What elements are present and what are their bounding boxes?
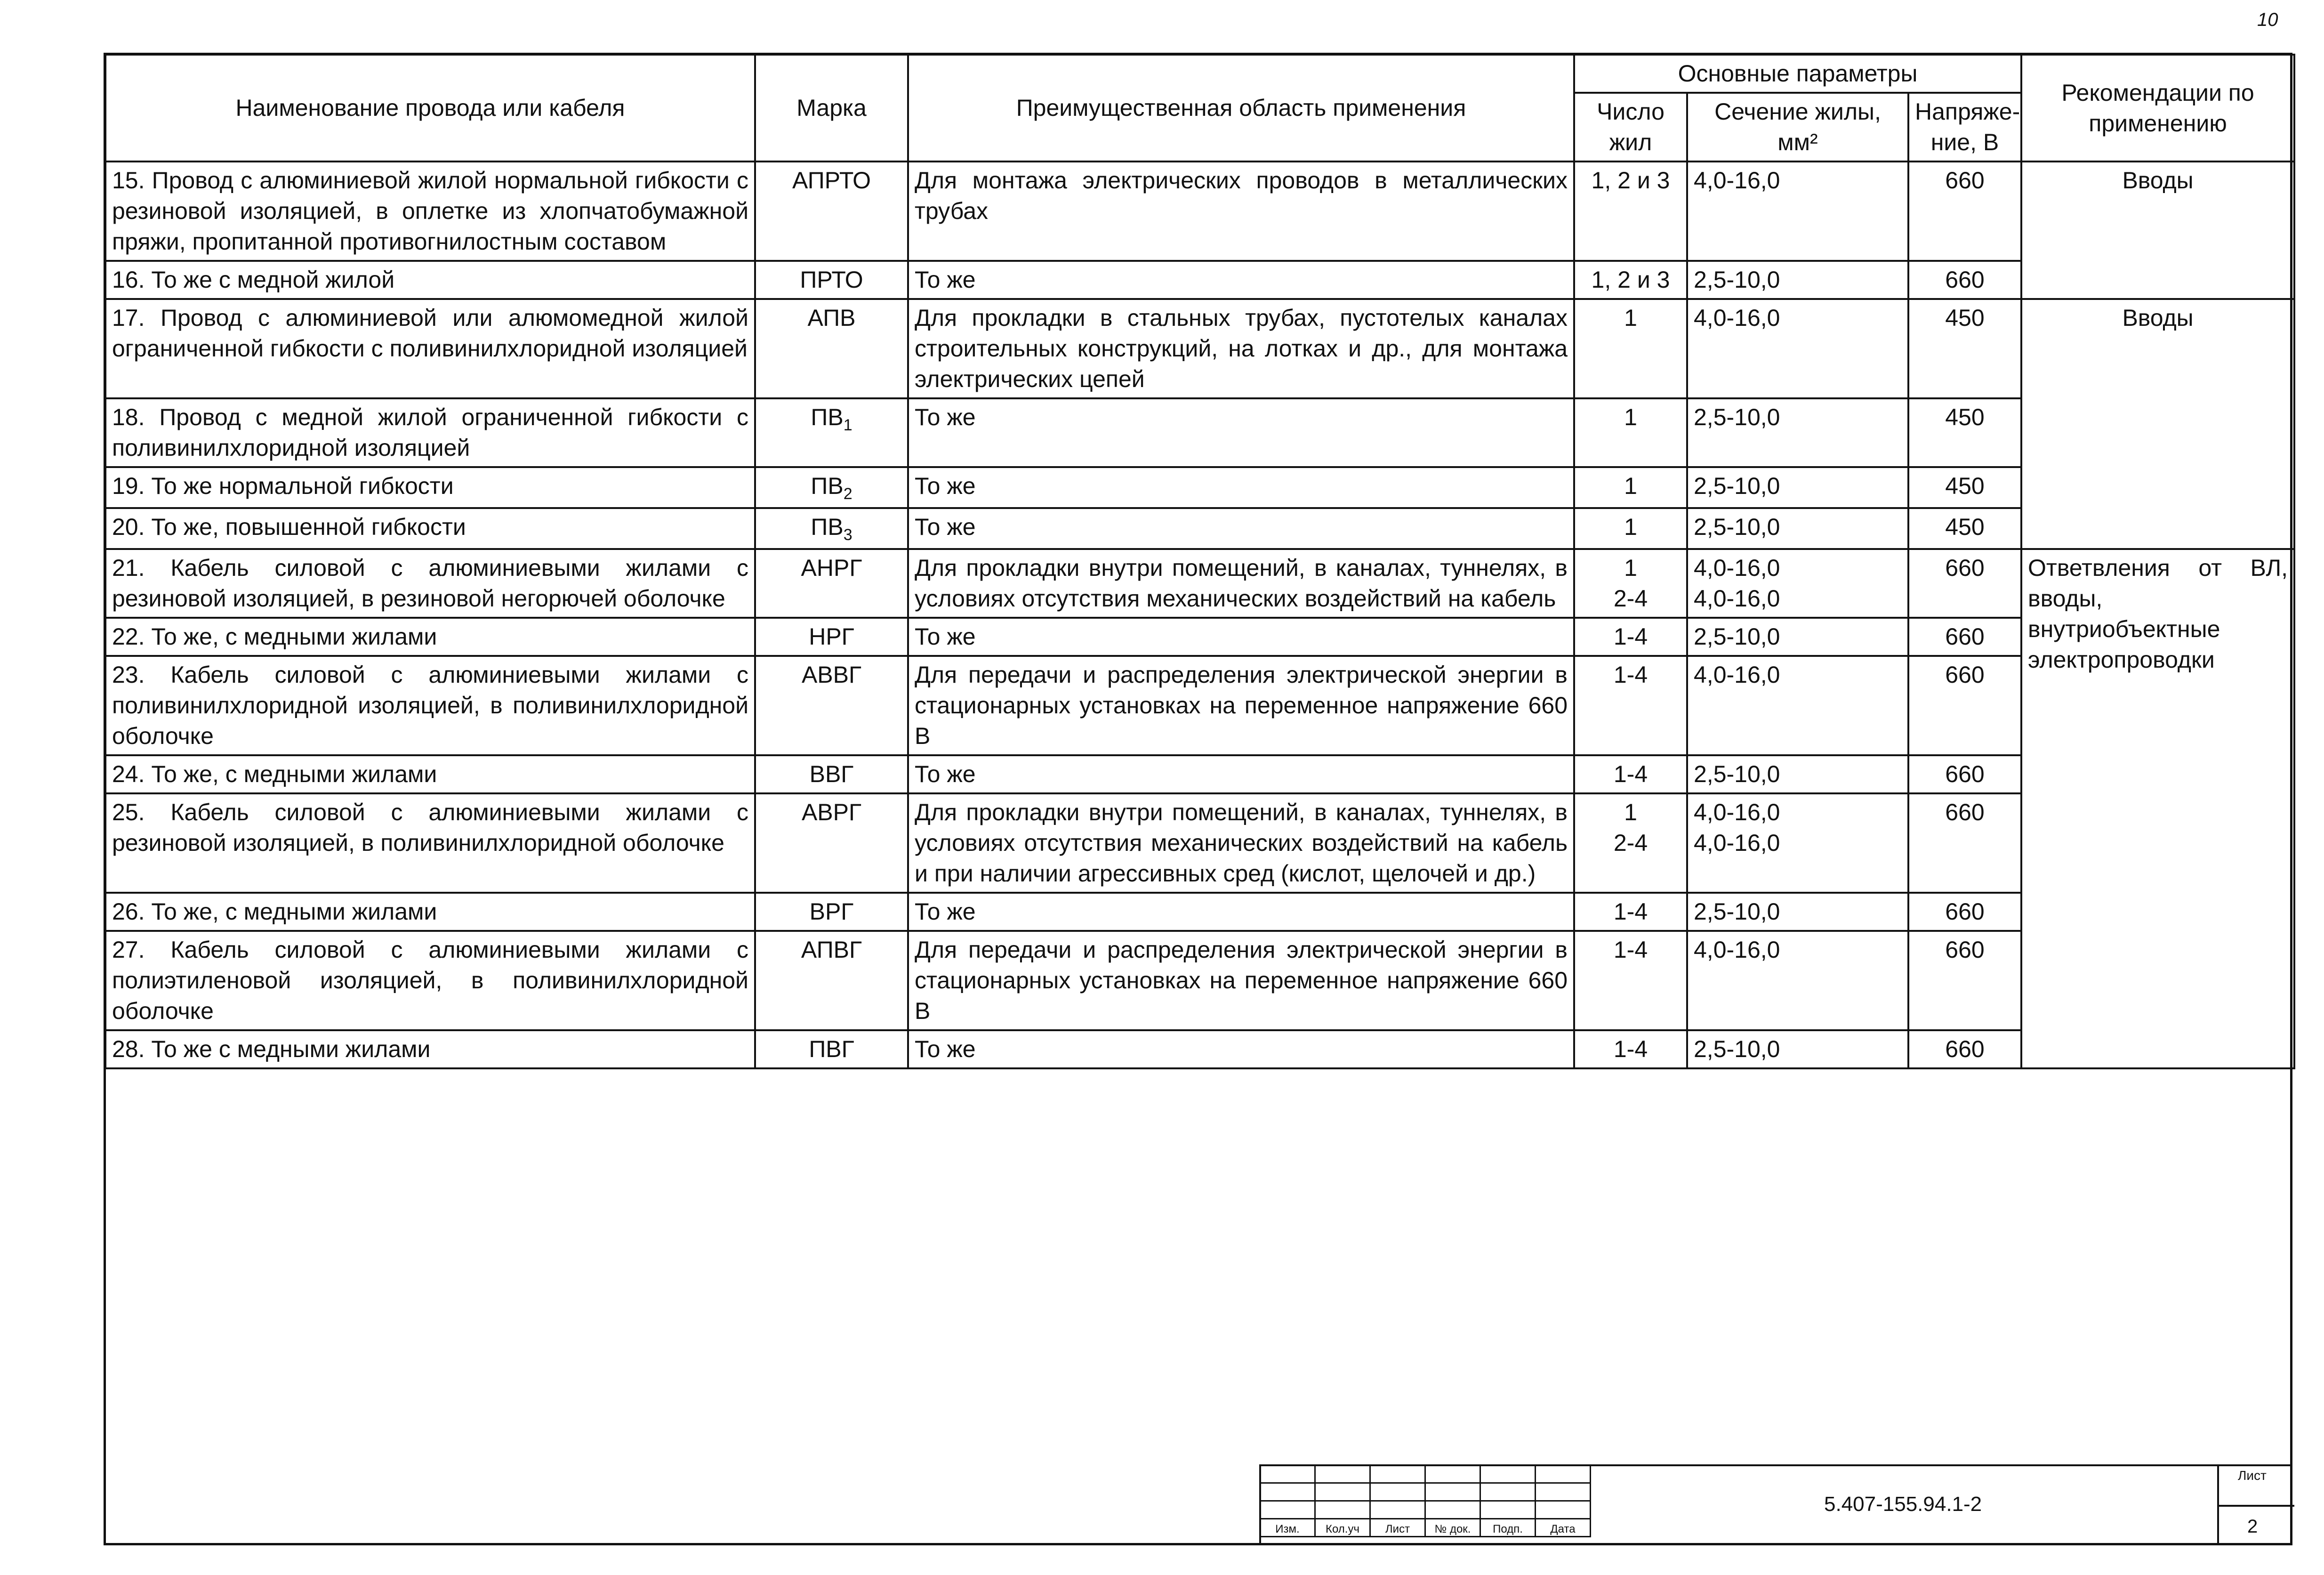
row-mark: ПВГ <box>755 1030 908 1068</box>
header-area: Преимущественная область применения <box>908 55 1574 162</box>
row-name: 18. Провод с медной жилой ограниченной гибкости с поливинилхлоридной изоляцией <box>105 398 755 467</box>
table-row <box>105 467 2294 508</box>
sheet-label: Лист <box>2238 1468 2267 1483</box>
header-section-unit: мм² <box>1777 129 1818 155</box>
row-cores <box>1574 793 1687 893</box>
cores-line-2: 2-4 <box>1613 830 1648 856</box>
row-name: 16. То же с медной жилой <box>105 261 755 299</box>
mark-sub: 1 <box>843 416 852 434</box>
row-cores: 1 <box>1574 467 1687 508</box>
row-section: 4,0-16,0 <box>1687 931 1908 1030</box>
tb-col-label: № док. <box>1425 1519 1480 1537</box>
row-voltage: 660 <box>1908 931 2021 1030</box>
table-row <box>105 508 2294 549</box>
row-area: То же <box>908 755 1574 793</box>
header-row-1 <box>105 55 2294 93</box>
row-section <box>1687 793 1908 893</box>
row-area: То же <box>908 893 1574 931</box>
header-cores: Число жил <box>1574 93 1687 162</box>
header-params: Основные параметры <box>1574 55 2021 93</box>
row-area: То же <box>908 398 1574 467</box>
section-line-1: 4,0-16,0 <box>1694 555 1780 582</box>
row-name: 27. Кабель силовой с алюминиевыми жилами с полиэтиленовой изоляцией, в поливинилхлоридной оболочке <box>105 931 755 1030</box>
header-name: Наименование провода или кабеля <box>105 55 755 162</box>
row-cores: 1 <box>1574 508 1687 549</box>
row-voltage: 660 <box>1908 261 2021 299</box>
sheet-divider <box>2219 1505 2294 1507</box>
row-cores: 1 <box>1574 398 1687 467</box>
row-voltage: 660 <box>1908 656 2021 755</box>
row-cores: 1-4 <box>1574 931 1687 1030</box>
tb-col-label: Подп. <box>1480 1519 1536 1537</box>
section-line-2: 4,0-16,0 <box>1694 830 1780 856</box>
row-area: То же <box>908 508 1574 549</box>
sheet-number: 2 <box>2247 1516 2258 1537</box>
header-voltage: Напряже-ние, В <box>1908 93 2021 162</box>
row-voltage: 660 <box>1908 162 2021 261</box>
sheet-box <box>2217 1464 2294 1545</box>
row-area: То же <box>908 618 1574 656</box>
tb-col-label: Лист <box>1370 1519 1425 1537</box>
tb-col-label: Дата <box>1536 1519 1591 1537</box>
tb-col-label: Изм. <box>1260 1519 1315 1537</box>
table-row <box>105 1030 2294 1068</box>
row-area: То же <box>908 261 1574 299</box>
table-row <box>105 549 2294 618</box>
row-voltage: 450 <box>1908 398 2021 467</box>
row-recommend: Вводы <box>2021 299 2294 549</box>
row-voltage: 660 <box>1908 618 2021 656</box>
row-name: 20. То же, повышенной гибкости <box>105 508 755 549</box>
title-block-grid <box>1259 1464 1591 1537</box>
row-cores: 1 <box>1574 299 1687 398</box>
row-area: Для монтажа электрических проводов в металлических трубах <box>908 162 1574 261</box>
row-voltage: 660 <box>1908 893 2021 931</box>
row-name: 15. Провод с алюминиевой жилой нормальной гибкости с резиновой изоляцией, в оплетке из хлопчатобумажной пряжи, пропитанной противогнилостным составом <box>105 162 755 261</box>
section-line-1: 4,0-16,0 <box>1694 799 1780 826</box>
row-mark <box>755 467 908 508</box>
row-name: 23. Кабель силовой с алюминиевыми жилами с поливинилхлоридной изоляцией, в поливинилхлоридной оболочке <box>105 656 755 755</box>
row-name: 21. Кабель силовой с алюминиевыми жилами с резиновой изоляцией, в резиновой негорючей оболочке <box>105 549 755 618</box>
header-mark: Марка <box>755 55 908 162</box>
row-mark: АПРТО <box>755 162 908 261</box>
row-mark: АНРГ <box>755 549 908 618</box>
tb-col-label: Кол.уч <box>1315 1519 1370 1537</box>
row-area: Для прокладки в стальных трубах, пустотелых каналах строительных конструкций, на лотках и др., для монтажа электрических цепей <box>908 299 1574 398</box>
row-section: 2,5-10,0 <box>1687 508 1908 549</box>
row-mark: АВРГ <box>755 793 908 893</box>
row-section: 4,0-16,0 <box>1687 299 1908 398</box>
mark-base: ПВ <box>811 473 844 499</box>
header-recommend: Рекомендации по применению <box>2021 55 2294 162</box>
row-cores: 1-4 <box>1574 755 1687 793</box>
cores-line-1: 1 <box>1624 555 1637 582</box>
cores-line-2: 2-4 <box>1613 585 1648 612</box>
table-row <box>105 656 2294 755</box>
row-voltage: 450 <box>1908 467 2021 508</box>
row-mark: АПВ <box>755 299 908 398</box>
row-voltage: 660 <box>1908 755 2021 793</box>
row-voltage: 660 <box>1908 793 2021 893</box>
table-row <box>105 299 2294 398</box>
cores-line-1: 1 <box>1624 799 1637 826</box>
row-section: 2,5-10,0 <box>1687 893 1908 931</box>
table-row <box>105 931 2294 1030</box>
row-voltage: 660 <box>1908 1030 2021 1068</box>
row-recommend: Вводы <box>2021 162 2294 299</box>
row-area: Для передачи и распределения электрической энергии в стационарных установках на переменное напряжение 660 В <box>908 656 1574 755</box>
cable-spec-table <box>105 54 2295 1069</box>
row-section: 2,5-10,0 <box>1687 398 1908 467</box>
row-cores: 1, 2 и 3 <box>1574 162 1687 261</box>
table-row <box>105 755 2294 793</box>
row-recommend: Ответвления от ВЛ, вводы, внутриобъектные электропроводки <box>2021 549 2294 1068</box>
row-area: Для прокладки внутри помещений, в каналах, туннелях, в условиях отсутствия механических воздействий на кабель и при наличии агрессивных сред (кислот, щелочей и др.) <box>908 793 1574 893</box>
row-mark: АВВГ <box>755 656 908 755</box>
row-cores: 1-4 <box>1574 618 1687 656</box>
row-voltage: 660 <box>1908 549 2021 618</box>
row-name: 28. То же с медными жилами <box>105 1030 755 1068</box>
row-mark: ВРГ <box>755 893 908 931</box>
mark-sub: 2 <box>843 485 852 503</box>
row-name: 24. То же, с медными жилами <box>105 755 755 793</box>
row-name: 17. Провод с алюминиевой или алюмомедной жилой ограниченной гибкости с поливинилхлоридной изоляцией <box>105 299 755 398</box>
row-area: Для прокладки внутри помещений, в каналах, туннелях, в условиях отсутствия механических воздействий на кабель <box>908 549 1574 618</box>
table-row <box>105 261 2294 299</box>
header-section-label: Сечение жилы, <box>1714 98 1881 125</box>
table-row <box>105 618 2294 656</box>
row-cores: 1-4 <box>1574 1030 1687 1068</box>
row-area: То же <box>908 467 1574 508</box>
table-row <box>105 162 2294 261</box>
row-mark: АПВГ <box>755 931 908 1030</box>
row-mark: НРГ <box>755 618 908 656</box>
row-voltage: 450 <box>1908 299 2021 398</box>
corner-sheet-mark: 10 <box>2257 9 2278 30</box>
section-line-2: 4,0-16,0 <box>1694 585 1780 612</box>
title-block <box>1259 1464 2292 1545</box>
row-section: 2,5-10,0 <box>1687 755 1908 793</box>
row-cores <box>1574 549 1687 618</box>
row-mark <box>755 398 908 467</box>
row-area: То же <box>908 1030 1574 1068</box>
table-row <box>105 893 2294 931</box>
row-cores: 1-4 <box>1574 893 1687 931</box>
row-section: 2,5-10,0 <box>1687 1030 1908 1068</box>
mark-base: ПВ <box>811 404 844 430</box>
mark-base: ПВ <box>811 514 844 541</box>
row-area: Для передачи и распределения электрической энергии в стационарных установках на переменное напряжение 660 В <box>908 931 1574 1030</box>
row-cores: 1-4 <box>1574 656 1687 755</box>
row-section <box>1687 549 1908 618</box>
document-code: 5.407-155.94.1-2 <box>1824 1493 1982 1516</box>
row-section: 2,5-10,0 <box>1687 618 1908 656</box>
row-section: 2,5-10,0 <box>1687 261 1908 299</box>
table-row <box>105 398 2294 467</box>
row-mark <box>755 508 908 549</box>
header-section <box>1687 93 1908 162</box>
row-name: 22. То же, с медными жилами <box>105 618 755 656</box>
row-name: 25. Кабель силовой с алюминиевыми жилами с резиновой изоляцией, в поливинилхлоридной оболочке <box>105 793 755 893</box>
mark-sub: 3 <box>843 526 852 544</box>
row-voltage: 450 <box>1908 508 2021 549</box>
row-name: 26. То же, с медными жилами <box>105 893 755 931</box>
row-name: 19. То же нормальной гибкости <box>105 467 755 508</box>
row-cores: 1, 2 и 3 <box>1574 261 1687 299</box>
row-section: 4,0-16,0 <box>1687 162 1908 261</box>
row-section: 4,0-16,0 <box>1687 656 1908 755</box>
row-mark: ВВГ <box>755 755 908 793</box>
table-row <box>105 793 2294 893</box>
row-mark: ПРТО <box>755 261 908 299</box>
row-section: 2,5-10,0 <box>1687 467 1908 508</box>
